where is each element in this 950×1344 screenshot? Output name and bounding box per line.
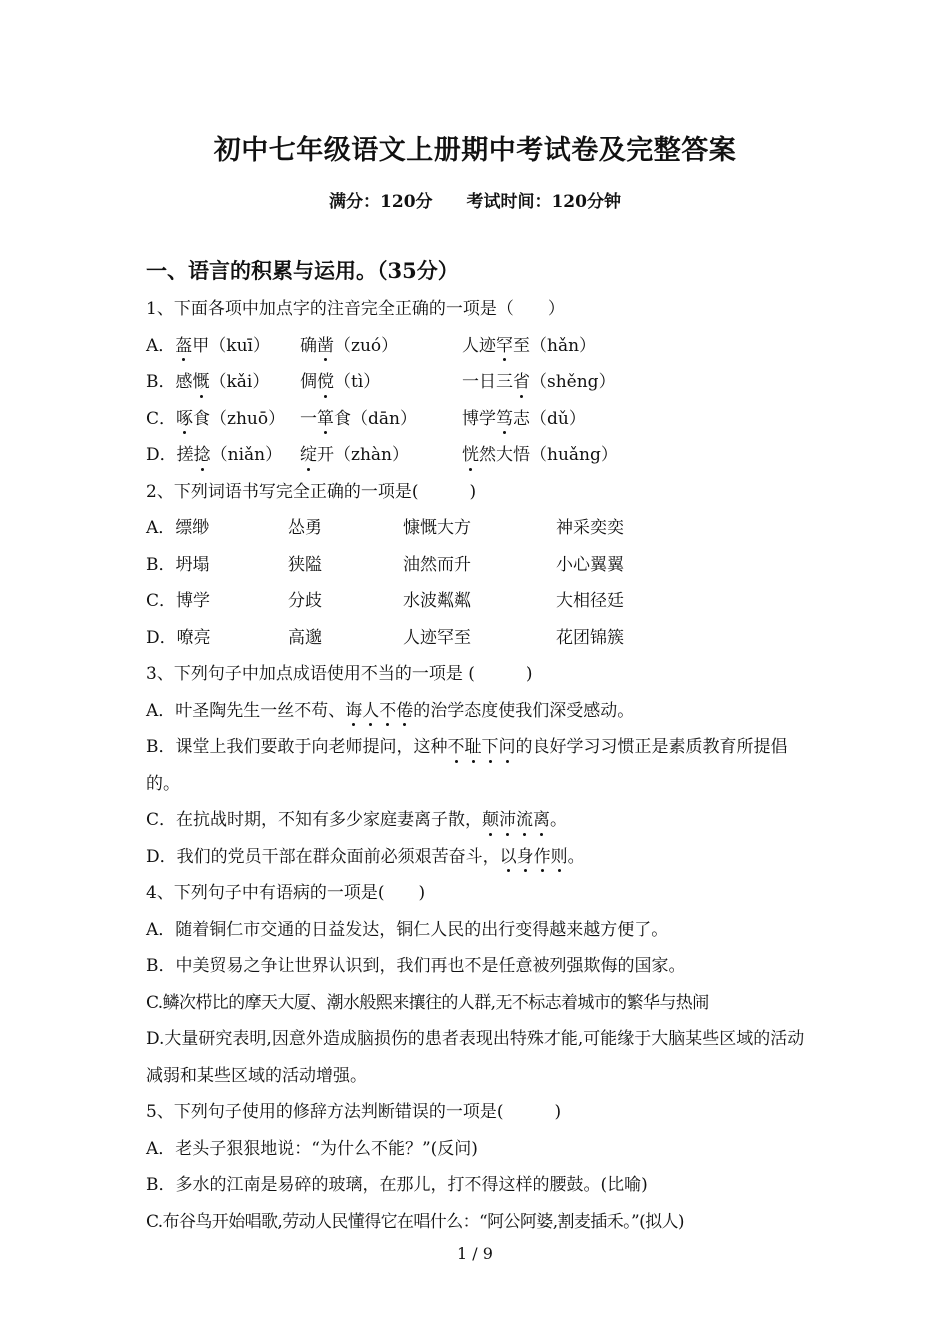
question-1-stem: 1、下面各项中加点字的注音完全正确的一项是（ ） <box>146 299 565 319</box>
page-title: 初中七年级语文上册期中考试卷及完整答案 <box>213 135 737 166</box>
exam-info <box>0 187 950 212</box>
q2-option-d: D．嘹亮 高邈 人迹罕至 花团锦簇 <box>146 627 624 648</box>
q3-option-b: B．课堂上我们要敢于向老师提问，这种不耻下问的良好学习习惯正是素质教育所提倡的。 <box>146 729 816 802</box>
dotted-char: 身 <box>517 839 534 876</box>
q3-option-c: C．在抗战时期，不知有多少家庭妻离子散，颠沛流离。 <box>146 802 816 839</box>
q4-option-c: C.鳞次栉比的摩天大厦、潮水般熙来攘往的人群,无不标志着城市的繁华与热闹 <box>146 992 709 1013</box>
q1-a-word2: 确凿（zuó） <box>300 328 462 365</box>
q4-option-a: A．随着铜仁市交通的日益发达，铜仁人民的出行变得越来越方便了。 <box>146 919 669 940</box>
dotted-char: 慨 <box>193 364 210 401</box>
dotted-char: 人 <box>362 693 379 730</box>
q1-d-word1: D．搓捻（niǎn） <box>146 437 300 474</box>
full-score: 满分：120分 <box>329 192 433 212</box>
dotted-char: 颠 <box>482 802 499 839</box>
question-3-stem: 3、下列句子中加点成语使用不当的一项是 ( ) <box>146 664 533 684</box>
q2-option-a: A．缥缈 怂勇 慷慨大方 神采奕奕 <box>146 518 624 538</box>
exam-time: 考试时间：120分钟 <box>466 192 621 212</box>
q2-option-c: C．博学 分歧 水波粼粼 大相径廷 <box>146 591 624 611</box>
dotted-char: 恍 <box>462 437 479 474</box>
dotted-char: 离 <box>533 802 550 839</box>
dotted-char: 笃 <box>496 401 513 438</box>
q1-a-word1: A．盔甲（kuī） <box>146 328 300 365</box>
q1-d-word3: 恍然大悟（huǎng） <box>462 437 618 474</box>
q3-option-d: D．我们的党员干部在群众面前必须艰苦奋斗，以身作则。 <box>146 839 816 876</box>
q1-a-word3: 人迹罕至（hǎn） <box>462 328 596 365</box>
q1-option-a <box>146 328 816 365</box>
dotted-char: 诲 <box>345 693 362 730</box>
question-list <box>146 291 816 1240</box>
q4-option-d: D.大量研究表明,因意外造成脑损伤的患者表现出特殊才能,可能缘于大脑某些区域的活动减弱和某些区域的活动增强。 <box>146 1029 805 1086</box>
dotted-char: 则 <box>551 839 568 876</box>
dotted-char: 绽 <box>300 437 317 474</box>
dotted-char: 沛 <box>499 802 516 839</box>
dotted-char: 问 <box>499 729 516 766</box>
dotted-char: 箪 <box>317 401 334 438</box>
dotted-char: 倦 <box>396 693 413 730</box>
dotted-char: 作 <box>534 839 551 876</box>
section-title: 一、语言的积累与运用。（35分） <box>146 258 459 283</box>
dotted-char: 省 <box>513 364 530 401</box>
q1-b-word2: 倜傥（tì） <box>300 364 462 401</box>
page-number: 1 / 9 <box>457 1244 493 1263</box>
dotted-char: 不 <box>379 693 396 730</box>
q5-option-a: A．老头子狠狠地说：“为什么不能？”(反问) <box>146 1138 478 1159</box>
dotted-char: 以 <box>500 839 517 876</box>
dotted-char: 傥 <box>317 364 334 401</box>
dotted-char: 罕 <box>496 328 513 365</box>
dotted-char: 盔 <box>175 328 192 365</box>
q4-option-b: B．中美贸易之争让世界认识到，我们再也不是任意被列强欺侮的国家。 <box>146 956 686 976</box>
dotted-char: 下 <box>482 729 499 766</box>
q1-option-b <box>146 364 816 401</box>
q1-c-word3: 博学笃志（dǔ） <box>462 401 586 438</box>
question-4-stem: 4、下列句子中有语病的一项是( ) <box>146 883 426 903</box>
q1-c-word1: C．啄食（zhuō） <box>146 401 300 438</box>
dotted-char: 不 <box>448 729 465 766</box>
dotted-char: 捻 <box>194 437 211 474</box>
q2-option-b: B．坍塌 狭隘 油然而升 小心翼翼 <box>146 554 624 575</box>
dotted-char: 耻 <box>465 729 482 766</box>
q1-d-word2: 绽开（zhàn） <box>300 437 462 474</box>
dotted-char: 啄 <box>176 401 193 438</box>
q1-c-word2: 一箪食（dān） <box>300 401 462 438</box>
q3-option-a: A．叶圣陶先生一丝不苟、诲人不倦的治学态度使我们深受感动。 <box>146 693 816 730</box>
q1-b-word1: B．感慨（kǎi） <box>146 364 300 401</box>
q1-option-c <box>146 401 816 438</box>
q1-b-word3: 一日三省（shěng） <box>462 364 616 401</box>
question-5-stem: 5、下列句子使用的修辞方法判断错误的一项是( ) <box>146 1102 562 1122</box>
dotted-char: 凿 <box>317 328 334 365</box>
dotted-char: 流 <box>516 802 533 839</box>
q1-option-d <box>146 437 816 474</box>
q5-option-b: B．多水的江南是易碎的玻璃，在那儿，打不得这样的腰鼓。(比喻) <box>146 1175 648 1195</box>
question-2-stem: 2、下列词语书写完全正确的一项是( ) <box>146 481 477 502</box>
q5-option-c: C.布谷鸟开始唱歌,劳动人民懂得它在唱什么：“阿公阿婆,割麦插禾。”(拟人) <box>146 1211 684 1232</box>
